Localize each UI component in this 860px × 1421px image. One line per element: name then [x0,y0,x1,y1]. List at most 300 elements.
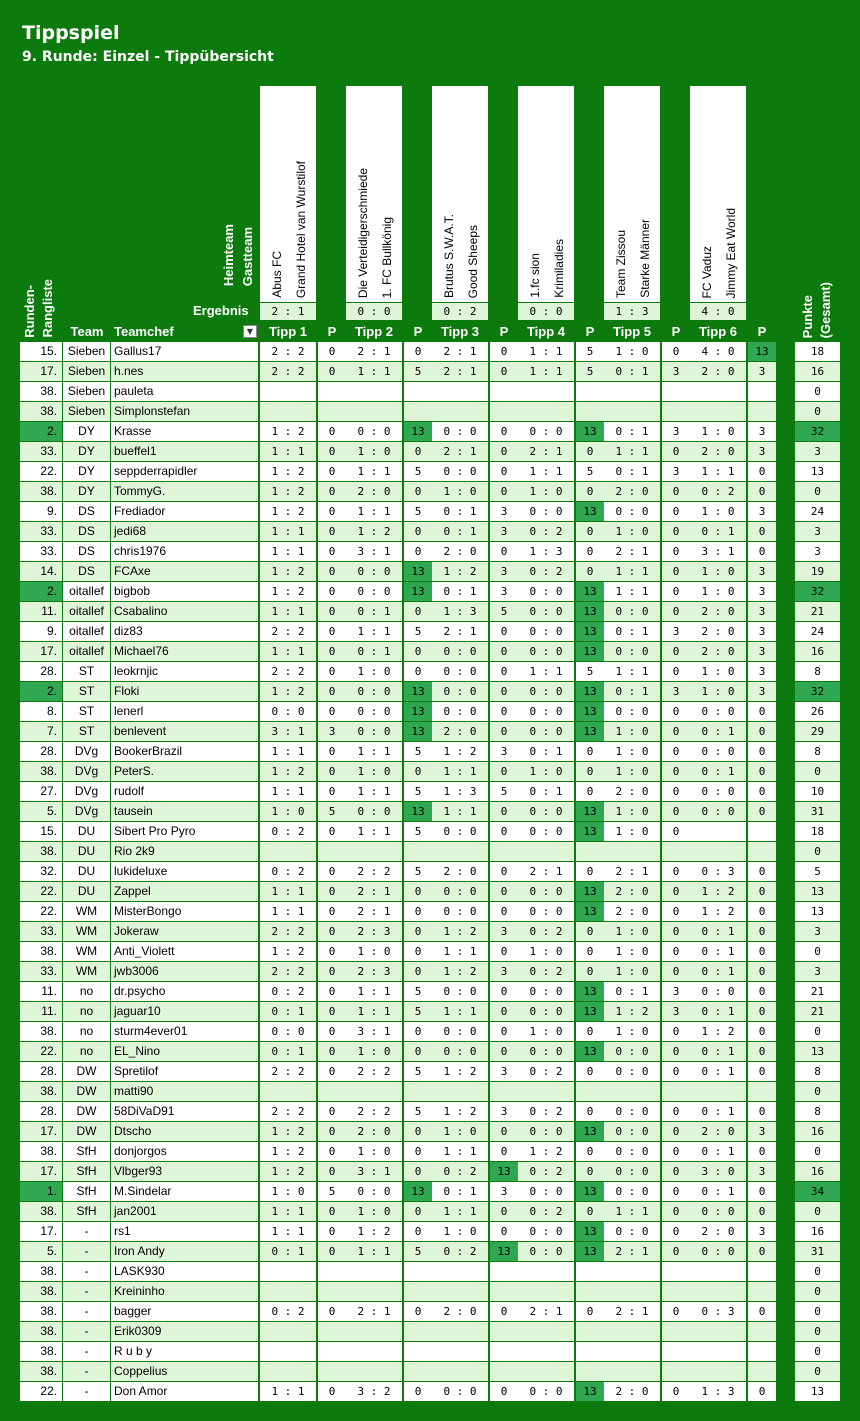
team-cell: DW [63,1082,110,1101]
rank-cell: 38. [20,1262,62,1281]
points-cell [404,382,432,401]
match-home-team: Team Zissou [614,229,628,298]
tipp-cell: 0 : 1 [432,582,488,601]
points-cell: 0 [662,1022,690,1041]
points-cell: 13 [404,682,432,701]
points-cell [318,1362,346,1381]
match-away-team: Jimmy Eat World [724,207,738,298]
points-cell: 0 [404,662,432,681]
rank-cell: 11. [20,1002,62,1021]
team-cell: WM [63,942,110,961]
rank-cell: 15. [20,822,62,841]
points-cell: 13 [748,342,776,361]
team-cell: DW [63,1102,110,1121]
points-cell [576,1082,604,1101]
tipp-cell: 0 : 0 [260,1022,316,1041]
total-points-cell: 31 [795,802,840,821]
table-row [0,722,860,741]
points-cell: 0 [576,762,604,781]
total-points-cell: 0 [795,1362,840,1381]
tipp-cell: 1 : 0 [690,422,746,441]
tipp-cell [604,1362,660,1381]
points-cell: 0 [662,542,690,561]
filter-dropdown-button[interactable] [243,325,257,338]
tipp-cell: 1 : 1 [346,782,402,801]
tipp-cell: 1 : 3 [432,782,488,801]
tipp-cell: 0 : 1 [432,522,488,541]
tipp-cell: 0 : 0 [604,1222,660,1241]
points-cell [490,842,518,861]
total-points-cell: 0 [795,1022,840,1041]
tipp-cell: 0 : 1 [518,742,574,761]
p-header: P [413,324,423,339]
tipp-cell: 2 : 1 [432,342,488,361]
tipp-cell: 1 : 3 [690,1382,746,1401]
points-cell: 0 [662,342,690,361]
total-points-cell: 0 [795,1142,840,1161]
rank-cell: 2. [20,582,62,601]
points-cell: 0 [318,1062,346,1081]
points-cell: 5 [576,362,604,381]
tipp-cell: 0 : 0 [260,702,316,721]
tipp-cell [432,1082,488,1101]
tipp-cell: 0 : 0 [518,802,574,821]
points-cell: 5 [404,822,432,841]
teamchef-cell: Anti_Violett [111,942,258,961]
points-cell: 0 [490,622,518,641]
match-result-5: 1 : 3 [604,303,660,320]
teamchef-cell: BookerBrazil [111,742,258,761]
teamchef-cell: rs1 [111,1222,258,1241]
total-points-cell: 10 [795,782,840,801]
tipp-cell: 0 : 0 [518,902,574,921]
tipp-cell: 0 : 0 [690,802,746,821]
match-away-team: 1. FC Bullkönig [380,216,394,298]
tipp-cell: 1 : 2 [346,522,402,541]
table-row [0,922,860,941]
points-cell: 0 [318,762,346,781]
points-cell: 13 [576,602,604,621]
tipp-cell: 1 : 2 [690,902,746,921]
points-cell: 0 [404,1222,432,1241]
tipp-cell: 2 : 0 [690,362,746,381]
points-cell: 0 [662,1102,690,1121]
tipp-cell: 0 : 0 [518,822,574,841]
rank-cell: 5. [20,1242,62,1261]
points-cell: 0 [748,462,776,481]
points-cell: 0 [662,1142,690,1161]
match-header-1 [260,86,316,302]
tipp-cell: 0 : 0 [432,1382,488,1401]
tipp-cell: 0 : 0 [346,1182,402,1201]
points-cell: 0 [748,802,776,821]
tipp-cell [260,1342,316,1361]
tipp-cell: 0 : 0 [604,1182,660,1201]
rank-cell: 38. [20,1302,62,1321]
table-row [0,1042,860,1061]
tipp-cell: 0 : 0 [604,502,660,521]
points-cell [748,1282,776,1301]
table-row [0,502,860,521]
teamchef-cell: Coppelius [111,1362,258,1381]
teamchef-cell: Rio 2k9 [111,842,258,861]
team-cell: SfH [63,1162,110,1181]
rank-cell: 11. [20,982,62,1001]
tipp-cell: 0 : 0 [346,582,402,601]
p-header: P [499,324,509,339]
points-cell: 5 [404,862,432,881]
points-cell: 0 [404,1382,432,1401]
total-points-cell: 0 [795,1322,840,1341]
points-cell: 0 [576,1142,604,1161]
table-row [0,982,860,1001]
tipp-cell: 1 : 1 [432,942,488,961]
points-cell [576,1322,604,1341]
tipp-cell [690,1082,746,1101]
points-cell: 0 [490,1302,518,1321]
points-cell: 0 [318,422,346,441]
points-cell: 0 [490,682,518,701]
total-points-cell: 8 [795,742,840,761]
teamchef-cell: pauleta [111,382,258,401]
total-points-cell: 3 [795,922,840,941]
points-cell: 0 [748,762,776,781]
points-cell: 0 [748,1302,776,1321]
points-cell: 0 [318,982,346,1001]
points-cell: 13 [576,882,604,901]
rank-cell: 17. [20,642,62,661]
teamchef-cell: donjorgos [111,1142,258,1161]
points-cell: 0 [490,802,518,821]
tipp-cell: 1 : 0 [518,762,574,781]
tipp-cell: 2 : 0 [346,1122,402,1141]
tipp-cell: 0 : 0 [518,702,574,721]
tipp-cell [604,382,660,401]
points-cell [662,1082,690,1101]
table-row [0,802,860,821]
table-row [0,742,860,761]
tipp-cell: 1 : 1 [346,622,402,641]
teamchef-cell: bueffel1 [111,442,258,461]
team-cell: Sieben [63,382,110,401]
tipp-cell: 0 : 0 [518,682,574,701]
points-cell: 5 [404,982,432,1001]
teamchef-cell: seppderrapidler [111,462,258,481]
points-cell: 0 [318,602,346,621]
tipp-cell [690,842,746,861]
points-cell: 5 [576,462,604,481]
tipp-cell: 2 : 0 [432,722,488,741]
table-row [0,482,860,501]
points-cell [490,382,518,401]
match-header-2 [346,86,402,302]
teamchef-cell: TommyG. [111,482,258,501]
tipp-cell: 0 : 2 [260,822,316,841]
tipp-cell: 0 : 0 [432,662,488,681]
tipp-cell: 0 : 2 [690,482,746,501]
runden-rangliste-label-2: Rangliste [40,279,55,338]
rank-cell: 7. [20,722,62,741]
team-cell: ST [63,682,110,701]
points-cell: 0 [662,762,690,781]
tipp-cell: 1 : 1 [346,502,402,521]
points-cell: 0 [662,1042,690,1061]
points-cell: 0 [490,862,518,881]
total-points-cell: 0 [795,1282,840,1301]
team-header: Team [70,324,104,339]
tipp-cell: 1 : 0 [346,762,402,781]
table-row [0,942,860,961]
tipp-cell: 0 : 1 [260,1242,316,1261]
total-points-cell: 0 [795,762,840,781]
points-cell: 0 [662,902,690,921]
points-cell: 13 [576,702,604,721]
points-cell: 0 [662,942,690,961]
tipp-cell: 2 : 2 [260,662,316,681]
tipp-cell: 2 : 1 [346,882,402,901]
points-cell [318,842,346,861]
total-points-cell: 18 [795,822,840,841]
tipp-cell: 3 : 2 [346,1382,402,1401]
tipp-cell: 0 : 1 [690,1102,746,1121]
tipp-cell: 1 : 2 [604,1002,660,1021]
teamchef-cell: Iron Andy [111,1242,258,1261]
points-cell: 0 [404,962,432,981]
tipp-cell [604,1342,660,1361]
total-points-cell: 13 [795,882,840,901]
tipp-cell: 1 : 1 [432,762,488,781]
match-home-team: Brutus S.W.A.T. [442,213,456,298]
rank-cell: 28. [20,1062,62,1081]
tipp-cell [260,1262,316,1281]
points-cell: 0 [490,1382,518,1401]
teamchef-header: Teamchef [114,324,174,339]
tipp-cell: 0 : 2 [518,1162,574,1181]
points-cell: 0 [318,1142,346,1161]
tipp-cell: 0 : 2 [518,522,574,541]
points-cell: 0 [662,502,690,521]
rank-cell: 17. [20,362,62,381]
tipp-cell: 1 : 0 [690,662,746,681]
points-cell: 5 [404,1102,432,1121]
table-row [0,842,860,861]
points-cell: 0 [404,1202,432,1221]
total-points-cell: 3 [795,522,840,541]
tipp-cell: 0 : 1 [260,1042,316,1061]
tipp-cell [518,1082,574,1101]
total-points-cell: 0 [795,382,840,401]
tipp-cell: 0 : 0 [346,802,402,821]
points-cell: 3 [748,622,776,641]
tipp-cell: 1 : 0 [690,502,746,521]
points-cell: 3 [748,602,776,621]
tipp-cell: 1 : 0 [690,682,746,701]
teamchef-cell: Zappel [111,882,258,901]
points-cell: 0 [748,1202,776,1221]
points-cell: 0 [404,922,432,941]
points-cell [404,402,432,421]
tipp-cell: 0 : 0 [346,682,402,701]
table-row [0,1062,860,1081]
tipp-cell: 1 : 1 [432,1202,488,1221]
tipp-cell: 0 : 1 [690,762,746,781]
tipp-cell [260,1322,316,1341]
points-cell: 0 [404,1022,432,1041]
points-cell: 13 [576,682,604,701]
tipp-cell: 1 : 2 [260,1142,316,1161]
total-points-cell: 26 [795,702,840,721]
points-cell: 0 [404,882,432,901]
tipp-cell: 0 : 0 [518,602,574,621]
team-cell: DVg [63,782,110,801]
tipp-cell: 1 : 1 [346,362,402,381]
team-cell: oitallef [63,602,110,621]
tipp-cell: 1 : 0 [260,802,316,821]
points-cell: 3 [490,1182,518,1201]
points-cell: 0 [576,1062,604,1081]
tipp-cell: 1 : 2 [432,922,488,941]
teamchef-cell: Gallus17 [111,342,258,361]
rank-cell: 33. [20,522,62,541]
tipp-cell: 2 : 3 [346,962,402,981]
team-cell: DU [63,822,110,841]
tipp-cell: 1 : 1 [690,462,746,481]
points-cell: 0 [662,1202,690,1221]
tipp-cell: 1 : 2 [260,1162,316,1181]
team-cell: ST [63,662,110,681]
points-cell: 0 [662,722,690,741]
tipp-cell: 2 : 2 [260,362,316,381]
points-cell: 13 [404,802,432,821]
team-cell: DY [63,462,110,481]
page-subtitle: 9. Runde: Einzel - Tippübersicht [22,49,274,65]
points-cell: 0 [662,1122,690,1141]
tipp-cell: 2 : 0 [432,542,488,561]
tipp-cell: 1 : 0 [690,562,746,581]
tipp-cell [346,842,402,861]
team-cell: DS [63,542,110,561]
tipp-cell: 1 : 1 [604,562,660,581]
tipp-cell: 0 : 1 [432,502,488,521]
points-cell: 0 [318,442,346,461]
tipp-cell: 0 : 0 [346,422,402,441]
points-cell: 13 [576,642,604,661]
tipp-cell [604,1322,660,1341]
rank-cell: 17. [20,1162,62,1181]
points-cell [404,1282,432,1301]
match-result-2: 0 : 0 [346,303,402,320]
points-cell: 13 [490,1242,518,1261]
points-cell: 0 [576,542,604,561]
points-cell: 0 [662,822,690,841]
points-cell: 0 [318,462,346,481]
table-row [0,1142,860,1161]
tipp-cell: 0 : 1 [604,682,660,701]
team-cell: oitallef [63,622,110,641]
points-cell: 3 [490,1062,518,1081]
points-cell [662,1262,690,1281]
tipp-cell: 2 : 2 [260,962,316,981]
tipp-cell: 1 : 0 [346,662,402,681]
tipp-cell: 0 : 1 [604,622,660,641]
tipp-cell [346,1282,402,1301]
tipp-cell [518,1322,574,1341]
total-points-cell: 0 [795,1202,840,1221]
tipp-cell: 1 : 1 [346,822,402,841]
points-cell: 3 [748,1122,776,1141]
tipp-cell: 0 : 0 [518,622,574,641]
points-cell: 3 [748,642,776,661]
points-cell: 0 [318,1022,346,1041]
tipp-cell: 1 : 2 [260,682,316,701]
tipp-cell: 2 : 1 [346,342,402,361]
tipp-cell: 0 : 0 [432,982,488,1001]
rank-cell: 15. [20,342,62,361]
tipp-cell: 0 : 2 [432,1162,488,1181]
table-row [0,362,860,381]
points-cell: 0 [748,1142,776,1161]
points-cell: 0 [662,582,690,601]
total-points-cell: 0 [795,482,840,501]
total-points-cell: 21 [795,1002,840,1021]
total-points-cell: 18 [795,342,840,361]
points-cell: 0 [576,1102,604,1121]
table-row [0,462,860,481]
tipp-cell: 1 : 1 [604,582,660,601]
tipp-cell: 2 : 2 [260,622,316,641]
table-row [0,1182,860,1201]
tipp-cell: 1 : 0 [346,442,402,461]
tipp-cell [518,382,574,401]
points-cell: 3 [748,682,776,701]
tipp-cell: 1 : 1 [260,642,316,661]
teamchef-cell: M.Sindelar [111,1182,258,1201]
rank-cell: 38. [20,762,62,781]
tipp-cell: 1 : 1 [260,782,316,801]
points-cell: 0 [404,942,432,961]
points-cell: 3 [748,442,776,461]
total-points-cell: 0 [795,942,840,961]
tipp-cell [432,382,488,401]
rank-cell: 38. [20,1282,62,1301]
points-cell: 0 [318,962,346,981]
points-cell: 0 [318,822,346,841]
tipp-cell [432,402,488,421]
team-cell: WM [63,922,110,941]
table-row [0,1002,860,1021]
match-home-team: 1.fc sion [528,253,542,298]
teamchef-cell: bigbob [111,582,258,601]
tipp-cell [518,1262,574,1281]
points-cell: 0 [490,1022,518,1041]
tipp-cell [690,822,746,841]
tipp-cell: 2 : 0 [432,862,488,881]
match-result-3: 0 : 2 [432,303,488,320]
points-cell: 3 [490,502,518,521]
points-cell: 0 [490,1202,518,1221]
total-points-cell: 13 [795,1382,840,1401]
chevron-down-icon: ▼ [246,327,254,336]
match-header-6 [690,86,746,302]
points-cell: 0 [748,1042,776,1061]
points-cell: 5 [404,1242,432,1261]
tipp-cell: 1 : 1 [432,802,488,821]
points-cell: 0 [490,1002,518,1021]
points-cell: 5 [404,742,432,761]
points-cell: 13 [576,1382,604,1401]
points-cell: 0 [490,982,518,1001]
total-points-cell: 32 [795,582,840,601]
